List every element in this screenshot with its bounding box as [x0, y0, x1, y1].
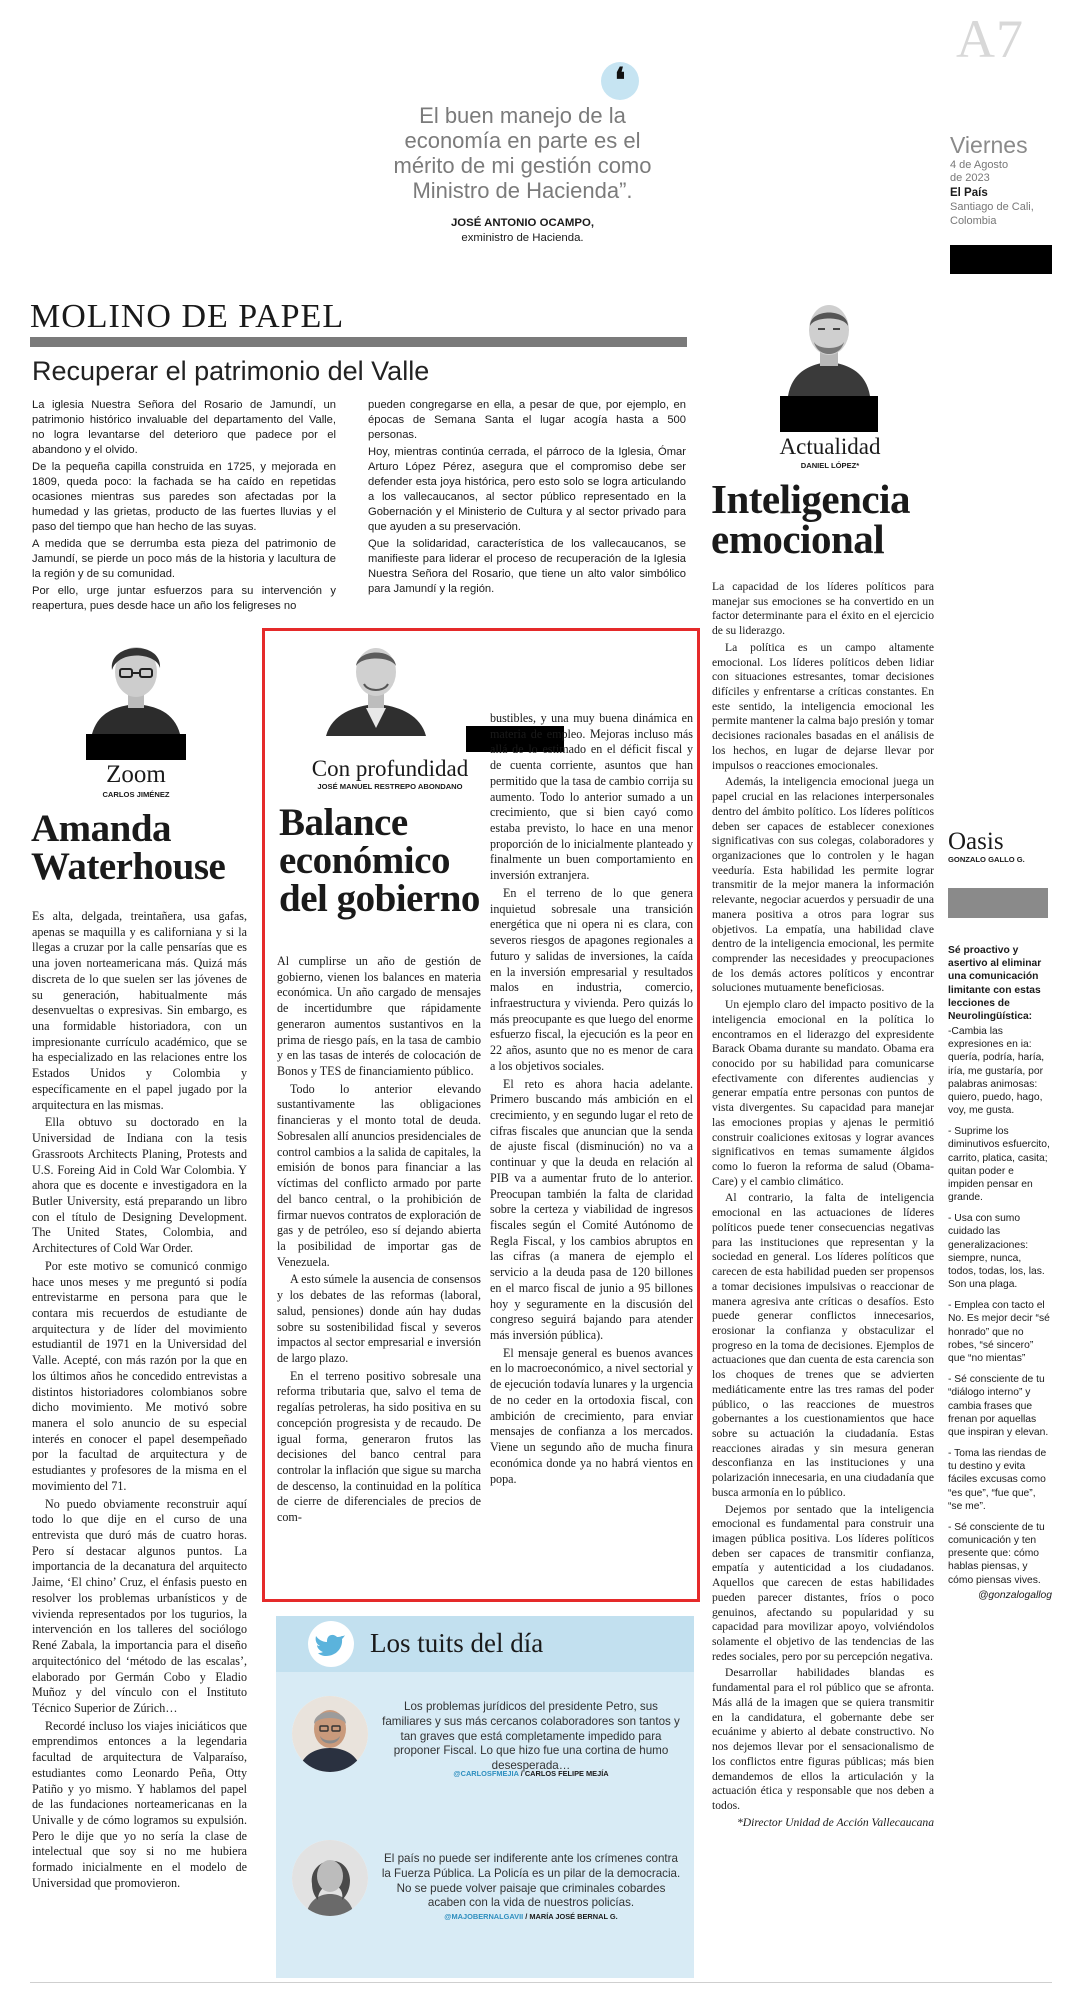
- portrait-illustration: [780, 292, 878, 396]
- pull-quote: [355, 104, 690, 203]
- quote-mark-icon: ❛: [601, 62, 639, 100]
- quote-author: JOSÉ ANTONIO OCAMPO,: [450, 217, 595, 229]
- paragraph: De la pequeña capilla construida en 1725, y mejorada en 1809, queda poco: la fachada se ha caído en repetidas ocasiones mientras sus paredes son afectadas por la humedad y las grietas, producto de las fuertes lluvias y el paso del tiempo que han hecho de las suyas.: [32, 461, 336, 533]
- author-portrait-carlos-jimenez: [86, 632, 186, 734]
- quote-line: El buen manejo de la: [419, 103, 626, 128]
- avatar: [292, 1840, 368, 1916]
- headline-line: económico: [279, 839, 450, 883]
- profundidad-column-1: [277, 954, 481, 1528]
- paragraph: Ella obtuvo su doctorado en la Universidad de Indiana con la tesis Grassroots Architects Planing, Protests and U.S. Foreing Aid in Cold War Colombia. Y ahora que es docente e investigadora en la Butler University, está preparando un libro con el título de Designing Development. The United States, Colombia, and Architectures of Cold War Order.: [32, 1115, 247, 1256]
- paragraph: Es alta, delgada, treintañera, usa gafas, apenas se maquilla y es californiana y si la llegas a cruzar por la calle pensarías que es una joven norteamericana más. Quizá más discreta de lo que suelen ser las jóvenes de su generación, habitualmente más desenvueltas o expresivas. Sin embargo, es una formidable historiadora, con un impresionante currículo académico, que se ha especializado en las relaciones entre los Estados Unidos y Colombia y específicamente en el papel jugado por la arquitectura en las mismas.: [32, 909, 247, 1112]
- column-kicker: Con profundidad: [311, 756, 469, 781]
- date-line: 4 de Agosto: [950, 159, 1009, 171]
- paragraph: bustibles, y una muy buena dinámica en materia de empleo. Mejoras incluso más allá de lo estimado en el déficit fiscal y de cuenta corriente, asuntos que han permitido que la tasa de cambio corrija su aumento. Todo lo anterior sumado a un crecimiento, que si bien cayó como estaba previsto, lo hace en una menor proporción de lo inicialmente planteado y finalmente un buen comportamiento en inversión extranjera.: [490, 711, 693, 883]
- date-line: de 2023: [950, 172, 990, 185]
- actualidad-body: [712, 580, 934, 1832]
- byline: CARLOS JIMÉNEZ: [102, 790, 170, 799]
- tweet-handle[interactable]: @MAJOBERNALGAVII: [444, 1912, 524, 1921]
- page-number: A7: [956, 9, 1024, 69]
- tweet-attribution: [378, 1769, 684, 1778]
- quote-line: Ministro de Hacienda”.: [412, 177, 633, 203]
- oasis-body: [948, 944, 1052, 1602]
- footnote: *Director Unidad de Acción Vallecaucana: [736, 1815, 934, 1829]
- article-headline: [31, 807, 261, 889]
- city-line: Santiago de Cali,: [950, 201, 1034, 213]
- author-portrait-daniel-lopez: [780, 292, 878, 396]
- city-text: [950, 201, 1060, 229]
- bird-icon: [308, 1621, 354, 1667]
- portrait-illustration: [322, 636, 430, 736]
- column-kicker: Oasis: [948, 828, 1004, 855]
- tweet-text: Los problemas jurídicos del presidente Petro, sus familiares y sus más cercanos colaboradores son tantos y tan graves que está completamente impedido para proponer Fiscal. Lo que hizo fue una cortina de humo desesperada…: [382, 1700, 680, 1773]
- section-divider: [30, 337, 687, 347]
- headline-line: Balance: [279, 801, 408, 844]
- paragraph: La capacidad de los líderes políticos para manejar sus emociones se ha convertido en un factor determinante para el éxito en el ejercicio de su liderazgo.: [712, 580, 934, 638]
- redaction-box: [950, 245, 1052, 274]
- avatar-illustration: [292, 1840, 368, 1916]
- paragraph: Por ello, urge juntar esfuerzos para su intervención y reapertura, pues desde hace un año los feligreses no: [32, 585, 336, 612]
- redaction-box: [780, 396, 878, 432]
- paragraph: Todo lo anterior elevando sustantivamente las obligaciones financieras y el monto total de deuda. Sobresalen allí anuncios presidenciales de control cambios a la salida de capitales, la emisión de bonos para financiar a las víctimas del conflicto armado por parte del banco central, o la prohibición de firmar nuevos contratos de exploración de gas y de petróleo, eso sí dejando abierta la posibilidad de importar gas de Venezuela.: [277, 1081, 481, 1269]
- oasis-item: - Usa con sumo cuidado las generalizaciones: siempre, nunca, todos, todas, los, las. Son una plaga.: [948, 1213, 1045, 1291]
- column-kicker: Zoom: [106, 761, 166, 788]
- quote-line: economía en parte es el: [404, 127, 641, 153]
- paragraph: A esto súmele la ausencia de consensos y los debates de las reformas (laboral, salud, pensiones) donde aún hay dudas sobre su sostenibilidad fiscal y severos impactos al sector empresarial e inversión de largo plazo.: [277, 1272, 481, 1365]
- city-line: Colombia: [950, 214, 997, 227]
- paragraph: Hoy, mientras continúa cerrada, el párroco de la Iglesia, Ómar Arturo López Pérez, asegura que el compromiso debe ser defender esta joya histórica, pero esto solo se logra articulando a los vallecaucanos, al sector público representado en la Gobernación y el Ministerio de Cultura y al sector privado para que ayuden a su preservación.: [368, 446, 686, 533]
- author-portrait-jose-manuel-restrepo: [322, 636, 430, 736]
- paragraph: pueden congregarse en ella, a pesar de que, por ejemplo, en épocas de Semana Santa el lugar acogía hasta a 500 personas.: [368, 399, 686, 441]
- paragraph: Un ejemplo claro del impacto positivo de la inteligencia emocional en la política lo encontramos en el liderazgo del expresidente Barack Obama durante su mandato. Obama era conocido por su habilidad para comunicarse efectivamente con diferentes audiencias y generar empatía entre personas con puntos de vista divergentes. Su capacidad para manejar las emociones propias y ajenas le permitió construir coaliciones exitosas y lograr avances significativos en temas sumamente álgidos como lo fueron la reforma de salud (Obama-Care) y el cambio climático.: [712, 998, 934, 1188]
- paragraph: Al cumplirse un año de gestión de gobierno, vienen los balances en materia económica. Un año cargado de mensajes de incertidumbre que rápidamente generaron aumentos sustantivos en la prima de riesgo país, en la tasa de cambio y en las tasas de interés de colocación de Bonos y TES de financiamiento público.: [277, 954, 481, 1079]
- paragraph: Dejemos por sentado que la inteligencia emocional es fundamental para construir una imagen pública positiva. Los líderes políticos deben ser capaces de transmitir confianza, empatía y autenticidad a los ciudadanos. Aquellos que carecen de estas habilidades pueden parecer distantes, fríos o poco genuinos, afectando su popularidad y su capacidad para movilizar apoyo, volviéndolos solamente el objetivo de las tendencias de las redes sociales, pero por su percepción negativa.: [712, 1502, 934, 1663]
- oasis-signature: @gonzalogallog: [977, 1589, 1052, 1601]
- headline-line: emocional: [711, 516, 885, 563]
- paragraph: El reto es ahora hacia adelante. Primero buscando más ambición en el crecimiento, y en segundo lugar el reto de cifras fiscales que anuncian que la senda de ajuste fiscal (disminución) no va a continuar y que la deuda en relación al PIB va a aumentar fruto de lo anterior. Preocupan también la falta de claridad sobre la certeza y viabilidad de ingresos fiscales según el Comité Autónomo de Regla Fiscal, y los cambios abruptos en las cifras (a manera de ejemplo el servicio a la deuda pasa de 120 billones en el marco fiscal de junio a 95 billones hoy y seguramente en la discusión del congreso seguirá bajando para atender más inversión pública).: [490, 1076, 693, 1343]
- portrait-illustration: [86, 632, 186, 734]
- paragraph: Por este motivo se comunicó conmigo hace unos meses y me preguntó si podía entrevistarme en persona para que le contara mis recuerdos de estudiante de arquitectura y de líder del movimiento estudiantil de 1971 en la Universidad del Valle. Acepté, con más razón por la que en los últimos años he concedido entrevistas a distintos historiadores colombianos sobre dicho movimiento. Me motivó sobre manera el solo anuncio de su especial interés en conocer el papel desempeñado por la facultad de arquitectura y de estudiantes y profesores de la misma en el movimiento del 71.: [32, 1258, 247, 1493]
- headline-line: Waterhouse: [31, 845, 226, 889]
- zoom-body: [32, 909, 247, 1894]
- headline-line: Amanda: [31, 807, 172, 850]
- tweets-title: Los tuits del día: [370, 1628, 544, 1658]
- paragraph: La iglesia Nuestra Señora del Rosario de Jamundí, un patrimonio histórico invaluable del departamento del Valle, no logra levantarse del deterioro que padece por el abandono y el olvido.: [32, 399, 336, 456]
- article-headline: [279, 801, 509, 921]
- paragraph: La política es un campo altamente emocional. Los líderes políticos deben lidiar con situaciones estresantes, tomar decisiones difíciles y enfrentarse a críticas constantes. En este sentido, la inteligencia emocional les permite mantener la calma bajo presión y tomar decisiones racionales basadas en el análisis de los hechos, en lugar de dejarse llevar por impulsos o reacciones emocionales.: [712, 640, 934, 772]
- paragraph: En el terreno positivo sobresale una reforma tributaria que, salvo el tema de regalías petroleras, ha sido positiva en su concepción progresista y de recaudo. De igual forma, generaron frutos las decisiones del banco central para controlar la inflación que sigue su marcha de descenso, la continuidad en la política de cierre de diferenciales de precios de com-: [277, 1368, 481, 1525]
- avatar: [292, 1696, 368, 1772]
- section-title: MOLINO DE PAPEL: [30, 298, 345, 335]
- oasis-item: - Toma las riendas de tu destino y evita fáciles excusas como “es que”, “fue que”, “se me”.: [948, 1448, 1047, 1512]
- quote-role: exministro de Hacienda.: [461, 232, 584, 244]
- page-bottom-rule: [30, 1982, 1052, 1983]
- byline: DANIEL LÓPEZ*: [800, 461, 860, 470]
- editorial-column-2: [368, 398, 686, 599]
- paper-name: El País: [950, 187, 988, 199]
- tweet-author: / CARLOS FELIPE MEJÍA: [518, 1769, 609, 1778]
- paragraph: No puedo obviamente reconstruir aquí todo lo que dije en el curso de una entrevista que duró más de cuatro horas. Pero sí destacar algunos puntos. La importancia de la decanatura del arquitecto Jaime, ‘El chino’ Cruz, el énfasis puesto en resolver los problemas urbanísticos y de vivienda representados por los tugurios, la intervención en los talleres del sociólogo René Zabala, la importancia para el diseño arquitectónico del ‘método de las escalas’, elaborado por Germán Cobo y Eladio Muñoz y del vínculo con el Instituto Técnico Superior de Zúrich…: [32, 1496, 247, 1715]
- tweet-author: / MARÍA JOSÉ BERNAL G.: [523, 1912, 618, 1921]
- article-headline: [711, 476, 951, 563]
- paragraph: Al contrario, la falta de inteligencia emocional en las actuaciones de líderes políticos puede tener consecuencias negativas para las instituciones que representan y la sociedad en general. Los líderes políticos que carecen de esta habilidad pueden ser propensos a tomar decisiones impulsivas o reaccionar de manera agresiva ante críticas o desafíos. Esto puede generar conflictos innecesarios, erosionar la confianza y obstaculizar el progreso en la toma de decisiones. Ejemplos de actuaciones que dan cuenta de esta carencia son los choques de trenes que se advierten mediáticamente entre las tres ramas del poder público, o las reacciones de muestros gobernantes a los cuestionamientos que hace sobre su actuación la ciudadanía. Estas reacciones airadas y sin mesura generan desconfianza en las instituciones y una polarización innecesaria, en una ciudadanía que busca armonía en lo público.: [712, 1191, 934, 1499]
- editorial-column-1: [32, 398, 336, 616]
- redaction-box: [86, 734, 186, 760]
- headline-line: Inteligencia: [711, 476, 910, 522]
- headline-line: del gobierno: [279, 877, 480, 921]
- paragraph: El mensaje general es buenos avances en lo macroeconómico, a nivel sectorial y de ejecución todavía lunares y la urgencia de no ceder en la ortodoxia fiscal, con ambición de crecimiento, para enviar mensajes de confianza a los mercados. Viene un segundo año de mucha finura económica donde ya no habrá vientos en popa.: [490, 1345, 693, 1486]
- profundidad-column-2: [490, 711, 693, 1489]
- oasis-item: - Sé consciente de tu comunicación y ten presente que: cómo hablas piensas, y cómo piensas vives.: [948, 1521, 1045, 1586]
- paragraph: Desarrollar habilidades blandas es fundamental para el rol público que se afronta. Más allá de la imagen que se quiera transmitir en la candidatura, el gobernante debe ser ecuánime y abierto al debate constructivo. No nos dejemos llevar por el sensacionalismo de los conflictos entre figuras públicas; más bien demandemos de ellos la articulación y la actuación ética y responsable que nos deben a todos.: [712, 1666, 934, 1812]
- oasis-item: - Emplea con tacto el No. Es mejor decir “sé honrado” que no robes, “sé sincero” que “no mientas”: [948, 1300, 1050, 1364]
- paragraph: A medida que se derrumba esta pieza del patrimonio de Jamundí, se pierde un poco más de la historia y lacultura de la región y de su comunidad.: [32, 538, 336, 580]
- paragraph: Recordé incluso los viajes iniciáticos que emprendimos entonces a la legendaria facultad de arquitectura de Valparaíso, estudiantes como Leonardo Peña, Otty Patiño y yo mismo. Y hablamos del papel de las fundaciones norteamericanas en la Univalle y de cómo logramos su expulsión. Pero le dije que yo no sería la clase de intelectual que soy si no me hubiera formado inicialmente en el modelo de Universidad que promovieron.: [32, 1718, 247, 1890]
- oasis-item: - Sé consciente de tu “diálogo interno” y cambia frases que frenan por aquellas que inspiran y elevan.: [948, 1374, 1049, 1438]
- paragraph: Que la solidaridad, característica de los vallecaucanos, se manifieste para liderar el proceso de recuperación de la Iglesia Nuestra Señora del Rosario, que tiene un alto valor simbólico para Jamundí y la región.: [368, 538, 686, 595]
- byline: JOSÉ MANUEL RESTREPO ABONDANO: [317, 782, 463, 791]
- column-kicker: Actualidad: [779, 434, 881, 459]
- tweet-handle[interactable]: @CARLOSFMEJIA: [453, 1769, 519, 1778]
- byline: GONZALO GALLO G.: [948, 855, 1025, 864]
- bird-icon-glyph: [308, 1621, 354, 1667]
- quote-line: mérito de mi gestión como: [393, 152, 652, 178]
- paragraph: Además, la inteligencia emocional juega un papel crucial en las relaciones interpersonales dentro del ámbito político. Los líderes políticos deben ser capaces de establecer conexiones significativas con sus colegas, colaboradores y organizaciones que lo controlen y le hagan veeduría. Esta habilidad les permite lograr transmitir de la mejor manera la información relevante, negociar acuerdos y persuadir de una manera positiva a otros para lograr sus objetivos. La empatía, una habilidad clave dentro de la inteligencia emocional, les permite comprender las necesidades y preocupaciones de los demás actores políticos y encontrar soluciones mutuamente beneficiosas.: [712, 775, 934, 995]
- date-day: Viernes: [950, 132, 1028, 158]
- oasis-item: -Cambia las expresiones en ia: quería, podría, haría, iría, me gustaría, por palabras animosas: quiero, puedo, hago, voy, me gusta.: [948, 1026, 1045, 1117]
- date-text: [950, 159, 1060, 185]
- oasis-lead: Sé proactivo y asertivo al eliminar una comunicación limitante con estas lecciones de Neurolingüística:: [948, 945, 1042, 1022]
- editorial-headline: Recuperar el patrimonio del Valle: [32, 356, 430, 386]
- oasis-item: - Suprime los diminutivos esfuercito, carrito, platica, casita; quitan poder e impiden pensar en grande.: [948, 1126, 1050, 1204]
- tweet-attribution: [378, 1912, 684, 1921]
- paragraph: En el terreno de lo que genera inquietud sobresale una transición energética que ni opera ni es clara, con severos riesgos de apagones regionales a futuro y salidas de inversiones, la caída en la inversión empresarial y resultados malos en industria, comercio, infraestructura y vivienda. Pero quizás lo más preocupante es que luego del enorme esfuerzo fiscal, la ejecución es la peor en 22 años, asunto que no es menor de cara a los objetivos sociales.: [490, 885, 693, 1073]
- redaction-box: [948, 888, 1048, 918]
- avatar-illustration: [292, 1696, 368, 1772]
- tweet-text: El país no puede ser indiferente ante los crímenes contra la Fuerza Pública. La Policía es un pilar de la democracia. No se puede volver paisaje que criminales cobardes acaben con la vida de nuestros policías.: [381, 1852, 681, 1910]
